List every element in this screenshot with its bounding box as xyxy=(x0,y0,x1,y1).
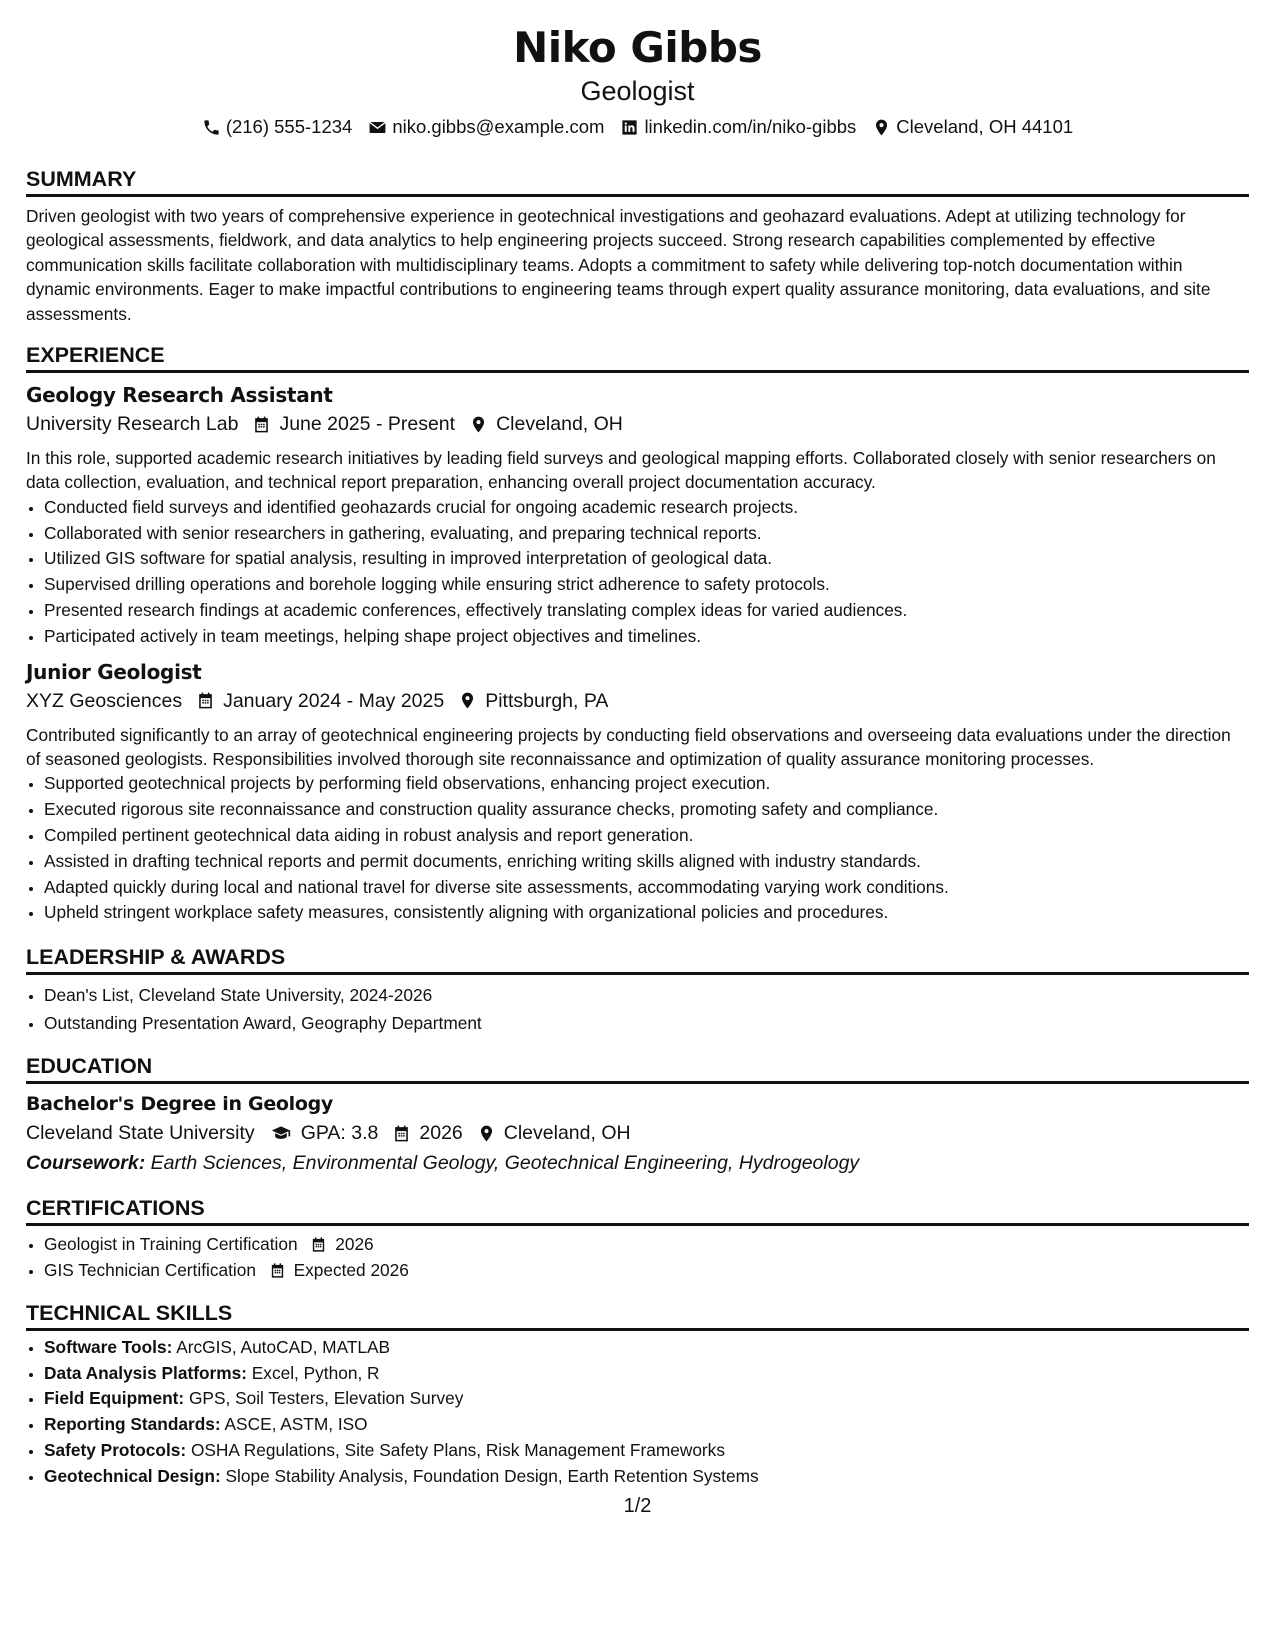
candidate-name: Niko Gibbs xyxy=(513,23,762,72)
education-location: Cleveland, OH xyxy=(503,1122,631,1145)
list-item: • Presented research findings at academic conferences, effectively translating complex ideas for varied audiences. xyxy=(44,598,1249,624)
list-item: • Supported geotechnical projects by performing field observations, enhancing project execution. xyxy=(44,771,1249,797)
skill-label: Safety Protocols: xyxy=(44,1440,187,1460)
coursework-text: Earth Sciences, Environmental Geology, Geotechnical Engineering, Hydrogeology xyxy=(150,1152,860,1175)
job-title: Geology Research Assistant xyxy=(26,383,333,408)
job-location: Pittsburgh, PA xyxy=(485,689,609,712)
list-item: • Outstanding Presentation Award, Geography Department xyxy=(44,1009,1249,1037)
contact-bar xyxy=(26,114,1249,140)
education-section xyxy=(26,1053,1249,1177)
skills-section xyxy=(26,1300,1249,1490)
certification-name: Geologist in Training Certification xyxy=(44,1234,298,1255)
skill-value: Excel, Python, R xyxy=(251,1362,380,1383)
skill-value: OSHA Regulations, Site Safety Plans, Risk Management Frameworks xyxy=(190,1440,725,1460)
job-title: Junior Geologist xyxy=(26,659,202,684)
skills-heading: TECHNICAL SKILLS xyxy=(26,1300,1249,1331)
map-pin-icon xyxy=(458,691,477,710)
contact-phone[interactable] xyxy=(202,114,353,140)
job-bullets xyxy=(26,771,1249,926)
experience-section xyxy=(26,342,1249,926)
list-item xyxy=(44,1464,1249,1490)
graduation-cap-icon xyxy=(269,1123,293,1143)
summary-heading: SUMMARY xyxy=(26,166,1249,197)
job-description: In this role, supported academic research initiatives by leading field surveys and geological mapping efforts. Collaborated closely with senior researchers on data collection, evaluation, and technical report preparation, enhancing overall project documentation accuracy. xyxy=(26,448,1216,493)
job-dates: January 2024 - May 2025 xyxy=(223,689,445,712)
list-item: • Upheld stringent workplace safety measures, consistently aligning with organizational policies and procedures. xyxy=(44,900,1249,926)
skill-label: Geotechnical Design: xyxy=(44,1465,221,1486)
job-entry xyxy=(26,658,1249,927)
skill-label: Software Tools: xyxy=(44,1336,173,1357)
linkedin-icon xyxy=(620,118,639,137)
list-item xyxy=(44,1361,1249,1387)
candidate-title: Geologist xyxy=(580,76,695,106)
summary-text: Driven geologist with two years of comprehensive experience in geotechnical investigations and geohazard evaluations. Adept at utilizing technology for geological assessments, fieldwork, and data analytics to help engineering projects succeed. Strong research capabilities complemented by effective communication skills facilitate collaboration with multidisciplinary teams. Adopts a commitment to safety while delivering top-notch documentation within dynamic environments. Eager to make impactful contributions to engineering teams through expert quality assurance monitoring, data evaluations, and site assessments. xyxy=(26,206,1211,324)
list-item: • Adapted quickly during local and national travel for diverse site assessments, accommodating varying work conditions. xyxy=(44,875,1249,901)
graduation-year: 2026 xyxy=(419,1122,463,1145)
job-description: Contributed significantly to an array of geotechnical engineering projects by conducting field observations and overseeing data evaluations under the direction of seasoned geologists. Responsibilities involved thorough site reconnaissance and optimization of quality assurance monitoring processes. xyxy=(26,724,1231,770)
awards-list xyxy=(26,981,1249,1037)
certifications-heading: CERTIFICATIONS xyxy=(26,1195,1249,1226)
education-heading: EDUCATION xyxy=(26,1053,1249,1084)
calendar-icon xyxy=(252,415,271,434)
education-meta xyxy=(26,1119,1249,1147)
phone-icon xyxy=(202,118,221,137)
list-item xyxy=(44,1258,1249,1284)
list-item xyxy=(44,1438,1249,1464)
phone-text: (216) 555-1234 xyxy=(225,116,353,137)
skill-label: Data Analysis Platforms: xyxy=(44,1362,247,1383)
certifications-list xyxy=(26,1232,1249,1284)
skill-value: Slope Stability Analysis, Foundation Design, Earth Retention Systems xyxy=(225,1465,759,1486)
skill-label: Field Equipment: xyxy=(44,1388,185,1409)
degree-title: Bachelor's Degree in Geology xyxy=(26,1093,334,1116)
list-item: • Participated actively in team meetings, helping shape project objectives and timelines. xyxy=(44,624,1249,650)
skill-value: ArcGIS, AutoCAD, MATLAB xyxy=(176,1336,391,1357)
job-entry xyxy=(26,381,1249,650)
school-name: Cleveland State University xyxy=(26,1122,255,1145)
list-item: • Assisted in drafting technical reports and permit documents, enriching writing skills aligned with industry standards. xyxy=(44,849,1249,875)
certifications-section xyxy=(26,1195,1249,1284)
list-item xyxy=(44,1335,1249,1361)
list-item: • Conducted field surveys and identified geohazards crucial for ongoing academic research projects. xyxy=(44,495,1249,521)
job-org: University Research Lab xyxy=(26,413,239,436)
summary-section xyxy=(26,166,1249,326)
skill-label: Reporting Standards: xyxy=(44,1414,221,1435)
certification-date: 2026 xyxy=(335,1234,374,1255)
certification-date: Expected 2026 xyxy=(293,1260,409,1281)
awards-heading: LEADERSHIP & AWARDS xyxy=(26,944,1249,975)
list-item: • Collaborated with senior researchers in gathering, evaluating, and preparing technical reports. xyxy=(44,521,1249,547)
awards-section xyxy=(26,944,1249,1037)
list-item: • Compiled pertinent geotechnical data aiding in robust analysis and report generation. xyxy=(44,823,1249,849)
job-meta xyxy=(26,687,1249,715)
email-text: niko.gibbs@example.com xyxy=(392,116,605,137)
resume-header xyxy=(26,22,1249,140)
map-pin-icon xyxy=(477,1124,496,1143)
contact-email[interactable] xyxy=(368,114,604,140)
linkedin-text: linkedin.com/in/niko-gibbs xyxy=(644,116,857,137)
calendar-icon xyxy=(196,691,215,710)
skills-list xyxy=(26,1335,1249,1490)
resume-page xyxy=(26,22,1249,1490)
coursework-line xyxy=(26,1149,1249,1177)
list-item: • Utilized GIS software for spatial analysis, resulting in improved interpretation of geological data. xyxy=(44,546,1249,572)
job-meta xyxy=(26,410,1249,438)
job-org: XYZ Geosciences xyxy=(26,689,183,712)
job-dates: June 2025 - Present xyxy=(279,413,456,436)
page-number: 1/2 xyxy=(623,1495,652,1517)
calendar-icon xyxy=(269,1262,286,1279)
calendar-icon xyxy=(392,1124,411,1143)
skill-value: GPS, Soil Testers, Elevation Survey xyxy=(188,1388,464,1409)
gpa-text: GPA: 3.8 xyxy=(300,1122,379,1145)
envelope-icon xyxy=(368,118,387,137)
certification-name: GIS Technician Certification xyxy=(44,1260,256,1281)
list-item: • Dean's List, Cleveland State University, 2024-2026 xyxy=(44,981,1249,1009)
map-pin-icon xyxy=(469,415,488,434)
list-item: • Executed rigorous site reconnaissance and construction quality assurance checks, promoting safety and compliance. xyxy=(44,797,1249,823)
coursework-label: Coursework: xyxy=(26,1152,146,1175)
list-item xyxy=(44,1232,1249,1258)
skill-value: ASCE, ASTM, ISO xyxy=(224,1414,368,1435)
calendar-icon xyxy=(310,1236,327,1253)
contact-location xyxy=(872,114,1073,140)
job-bullets xyxy=(26,495,1249,650)
list-item xyxy=(44,1412,1249,1438)
contact-linkedin[interactable] xyxy=(620,114,856,140)
list-item: • Supervised drilling operations and borehole logging while ensuring strict adherence to safety protocols. xyxy=(44,572,1249,598)
map-pin-icon xyxy=(872,118,891,137)
list-item xyxy=(44,1386,1249,1412)
location-text: Cleveland, OH 44101 xyxy=(896,116,1074,137)
job-location: Cleveland, OH xyxy=(496,413,623,436)
experience-heading: EXPERIENCE xyxy=(26,342,1249,373)
